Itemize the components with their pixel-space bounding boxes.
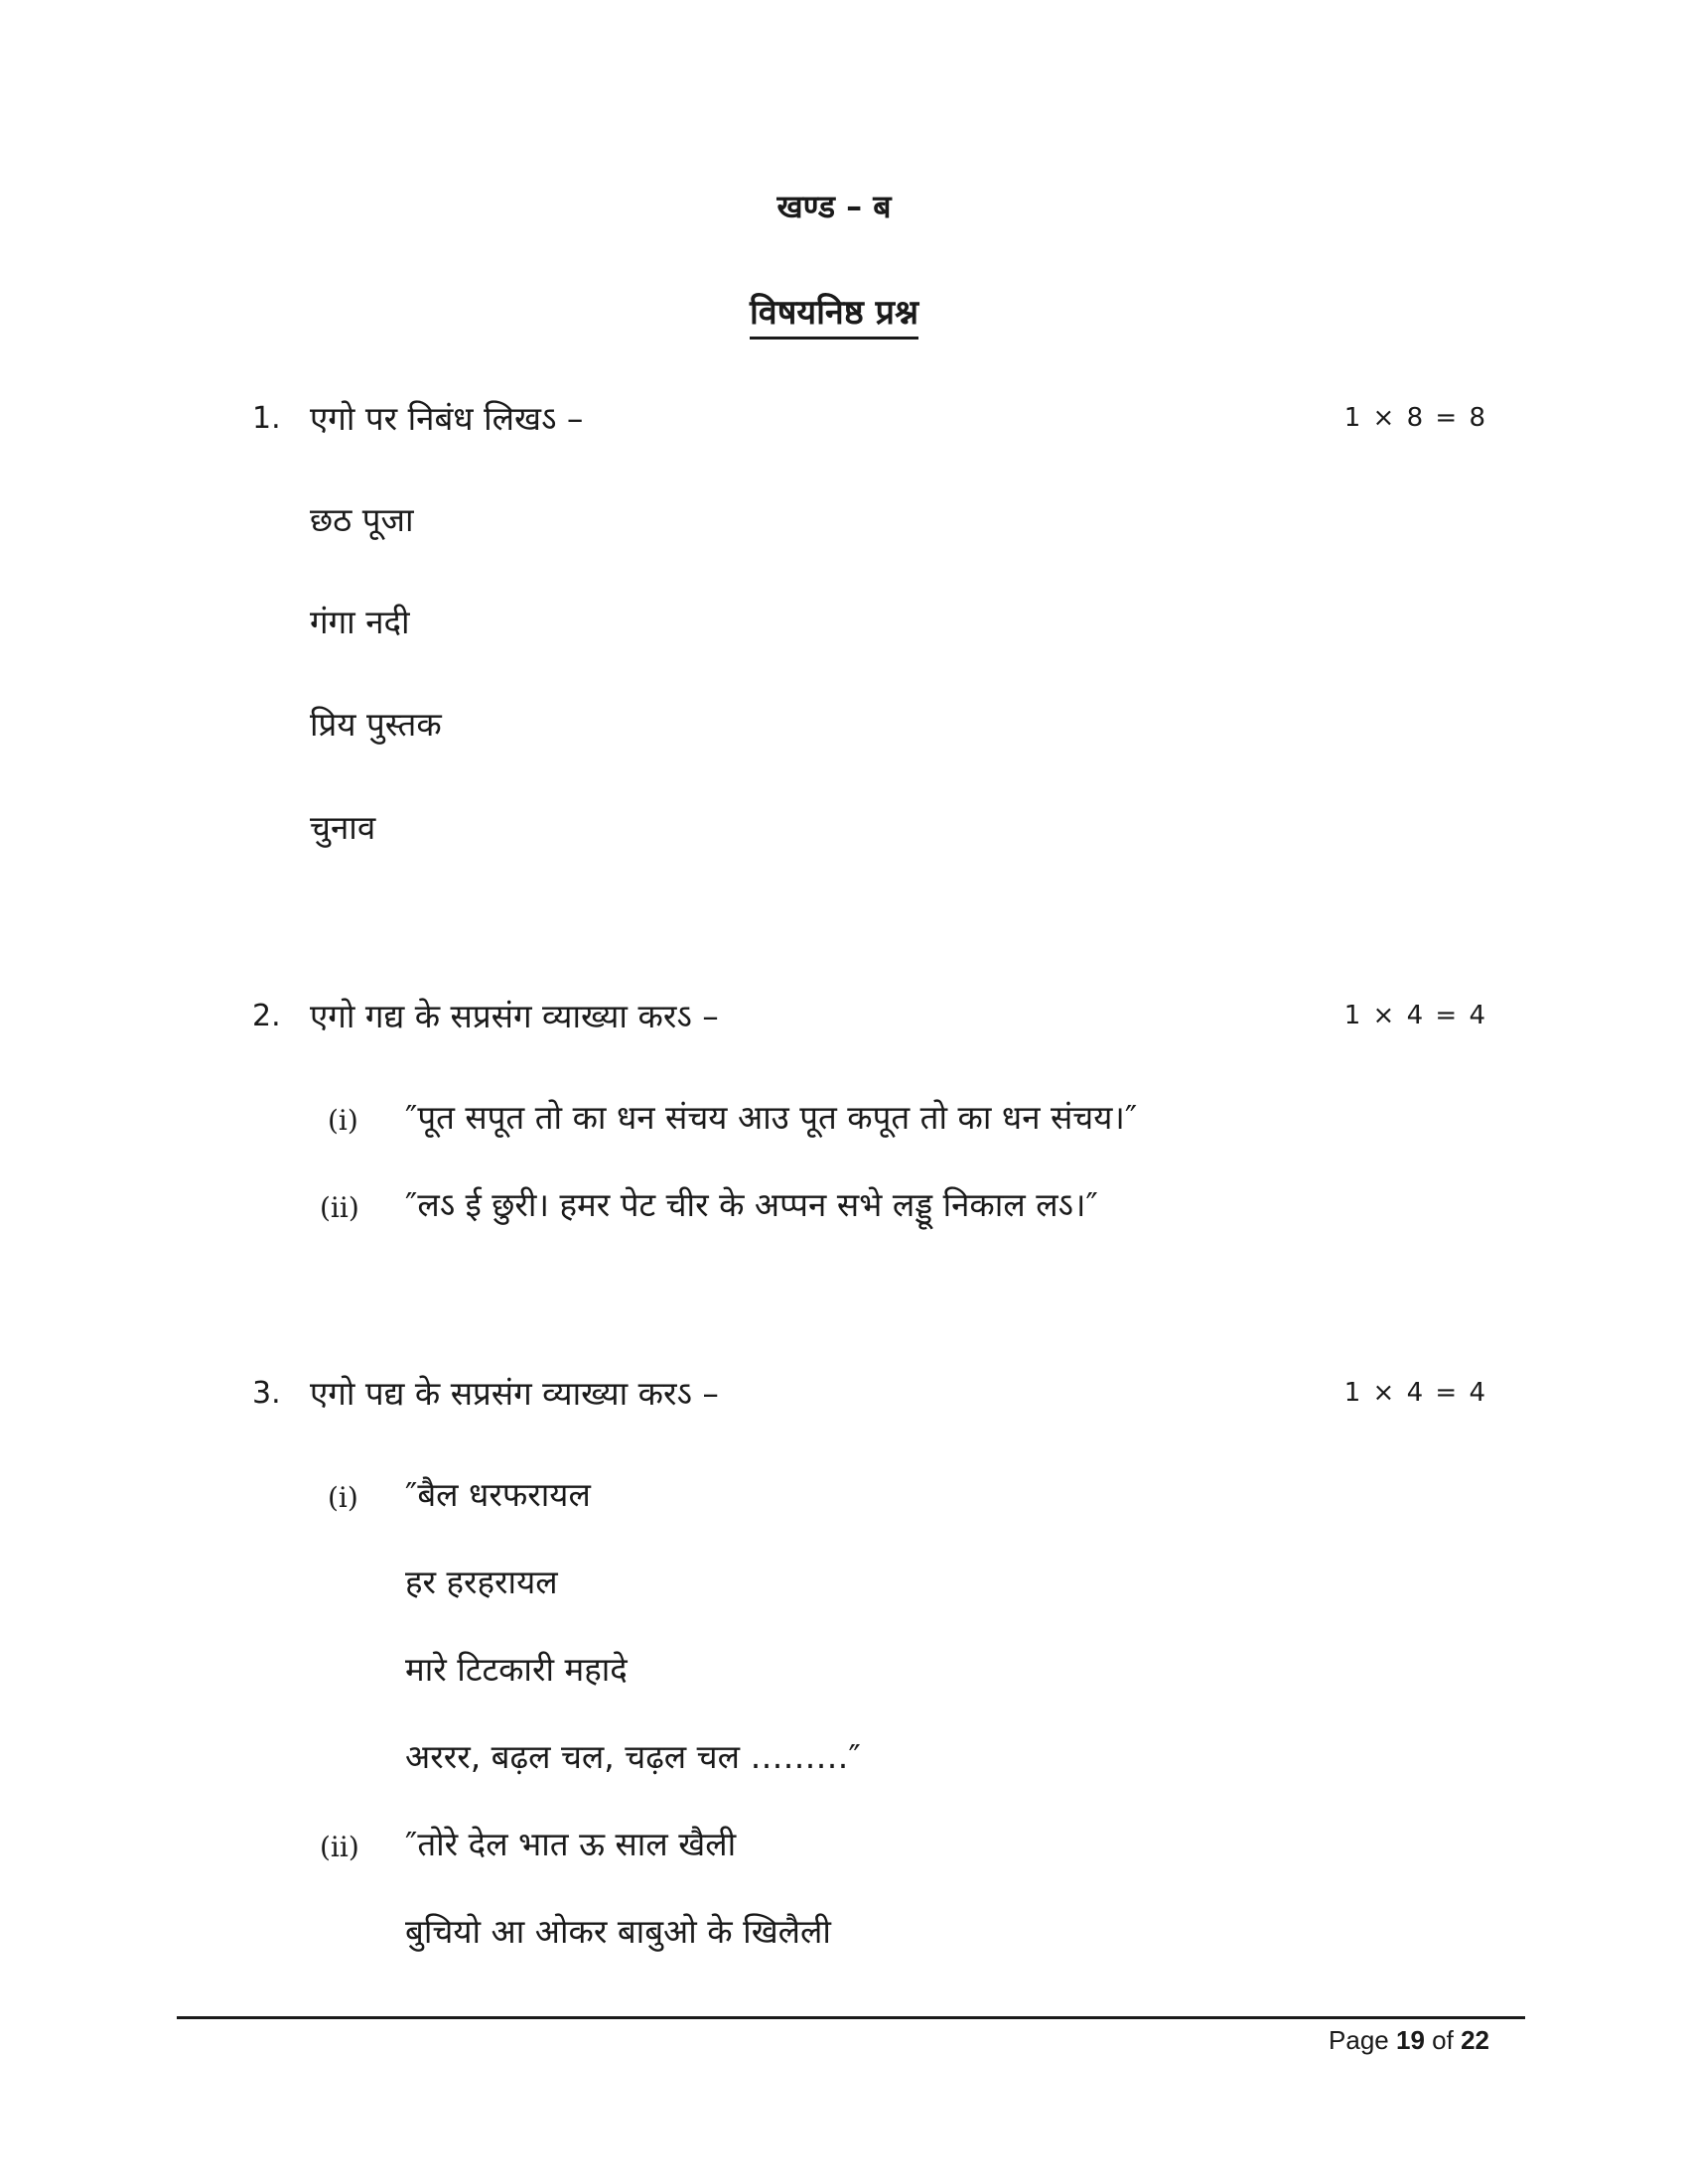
question-2-number: 2. — [252, 999, 281, 1033]
of-word: of — [1432, 2025, 1454, 2055]
footer-divider — [177, 2016, 1525, 2019]
question-3-item-2-line-2: बुचियो आ ओकर बाबुओ के खिलैली — [405, 1912, 831, 1951]
question-1-text: एगो पर निबंध लिखऽ – — [310, 399, 584, 438]
question-3-item-1-line-3: मारे टिटकारी महादे — [405, 1650, 628, 1689]
question-2-marks: 1 × 4 = 4 — [1343, 1001, 1487, 1030]
question-3-number: 3. — [252, 1376, 281, 1411]
question-2-item-2-label: (ii) — [320, 1191, 359, 1224]
question-1-option-2: गंगा नदी — [310, 603, 410, 641]
page-number — [1329, 2025, 1489, 2056]
question-1-option-1: छठ पूजा — [310, 500, 414, 539]
question-1-option-3: प्रिय पुस्तक — [310, 705, 442, 744]
question-2-text: एगो गद्य के सप्रसंग व्याख्या करऽ – — [310, 997, 719, 1035]
question-3-item-1-line-2: हर हरहरायल — [405, 1563, 558, 1601]
page-current: 19 — [1396, 2025, 1425, 2055]
page-total: 22 — [1461, 2025, 1489, 2055]
question-3-item-2-label: (ii) — [320, 1831, 359, 1863]
question-3-item-2-line-1: ″तोरे देल भात ऊ साल खैली — [405, 1825, 737, 1863]
question-3-item-1-line-4: अररर, बढ़ल चल, चढ़ल चल ………″ — [405, 1737, 861, 1776]
question-1-number: 1. — [252, 401, 281, 436]
page-word: Page — [1329, 2025, 1389, 2055]
subjective-questions-heading — [0, 288, 1668, 334]
question-2-item-1-label: (i) — [328, 1104, 358, 1137]
question-3-marks: 1 × 4 = 4 — [1343, 1378, 1487, 1408]
question-3-item-1-label: (i) — [328, 1481, 358, 1514]
section-title: खण्ड – ब — [776, 188, 892, 225]
question-2-item-1-text: ″पूत सपूत तो का धन संचय आउ पूत कपूत तो का धन संचय।″ — [405, 1098, 1138, 1137]
question-1-marks: 1 × 8 = 8 — [1343, 403, 1487, 433]
subjective-questions-heading-text: विषयनिष्ठ प्रश्न — [750, 293, 918, 340]
question-3-item-1-line-1: ″बैल धरफरायल — [405, 1475, 591, 1514]
question-1-option-4: चुनाव — [310, 808, 376, 847]
question-3-text: एगो पद्य के सप्रसंग व्याख्या करऽ – — [310, 1374, 719, 1413]
question-2-item-2-text: ″लऽ ई छुरी। हमर पेट चीर के अप्पन सभे लड्डू निकाल लऽ।″ — [405, 1185, 1098, 1224]
